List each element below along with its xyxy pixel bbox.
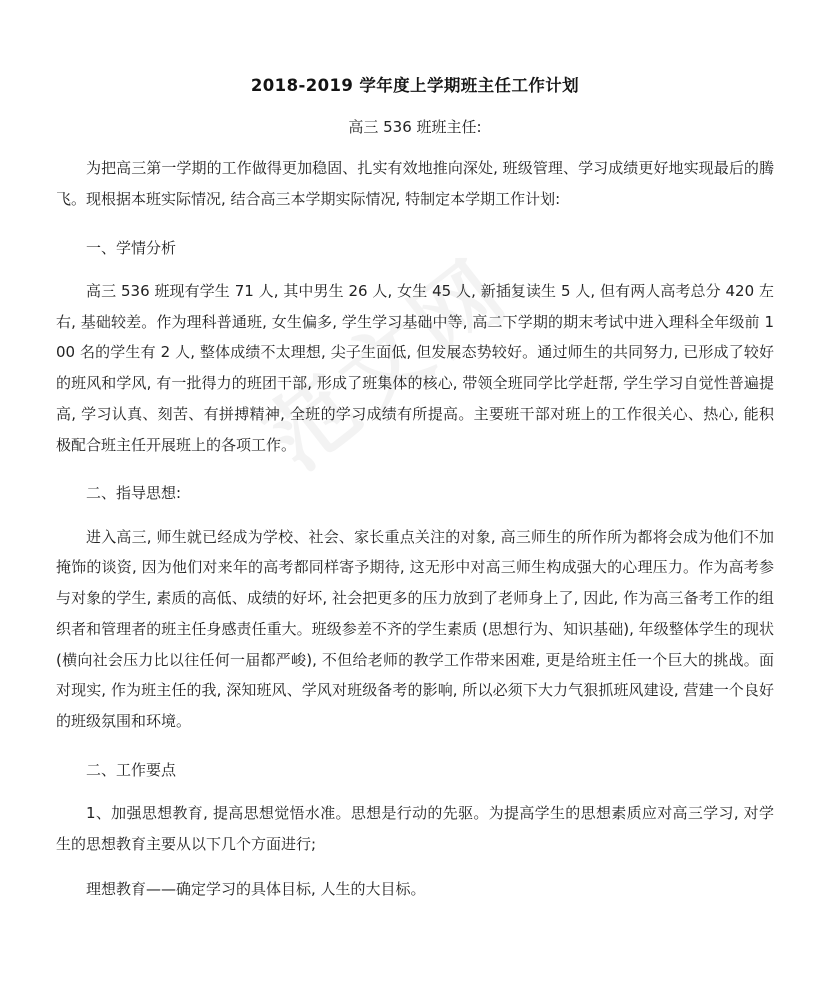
section-heading-2: 二、指导思想:: [86, 484, 182, 503]
page-title: 2018-2019 学年度上学期班主任工作计划: [250, 76, 580, 95]
section-3-paragraph-2: 理想教育——确定学习的具体目标, 人生的大目标。: [86, 879, 426, 898]
section-3-paragraph-1: 1、加强思想教育, 提高思想觉悟水准。思想是行动的先驱。为提高学生的思想素质应对高三学习, 对学生的思想教育主要从以下几个方面进行;: [56, 804, 774, 853]
section-heading-3: 二、工作要点: [86, 760, 177, 779]
section-2-paragraph-1: 进入高三, 师生就已经成为学校、社会、家长重点关注的对象, 高三师生的所作所为都将会成为他们不加掩饰的谈资, 因为他们对来年的高考都同样寄予期待, 这无形中对高三师生构成强大的心理压力。作为高考参与对象的学生, 素质的高低、成绩的好坏, 社会把更多的压力放到了老师身上了, 因此, 作为高三备考工作的组织者和管理者的班主任身感责任重大。班级参差不齐的学生素质 (思想行为、知识基础), 年级整体学生的现状 (横向社会压力比以往任何一届都严峻), 不但给老师的教学工作带来困难, 更是给班主任一个巨大的挑战。面对现实, 作为班主任的我, 深知班风、学风对班级备考的影响, 所以必须下大力气狠抓班风建设, 营建一个良好的班级氛围和环境。: [56, 527, 774, 730]
intro-paragraph: 为把高三第一学期的工作做得更加稳固、扎实有效地推向深处, 班级管理、学习成绩更好地实现最后的腾飞。现根据本班实际情况, 结合高三本学期实际情况, 特制定本学期工作计划:: [56, 159, 774, 208]
document-subtitle: 高三 536 班班主任:: [348, 118, 482, 136]
section-heading-1: 一、学情分析: [86, 238, 177, 257]
section-1-paragraph-1: 高三 536 班现有学生 71 人, 其中男生 26 人, 女生 45 人, 新插复读生 5 人, 但有两人高考总分 420 左右, 基础较差。作为理科普通班, 女生偏多, 学生学习基础中等, 高二下学期的期末考试中进入理科全年级前 100 名的学生有 2 人, 整体成绩不太理想, 尖子生面低, 但发展态势较好。通过师生的共同努力, 已形成了较好的班风和学风, 有一批得力的班团干部, 形成了班集体的核心, 带领全班同学比学赶帮, 学生学习自觉性普遍提高, 学习认真、刻苦、有拼搏精神, 全班的学习成绩有所提高。主要班干部对班上的工作很关心、热心, 能积极配合班主任开展班上的各项工作。: [56, 281, 774, 454]
